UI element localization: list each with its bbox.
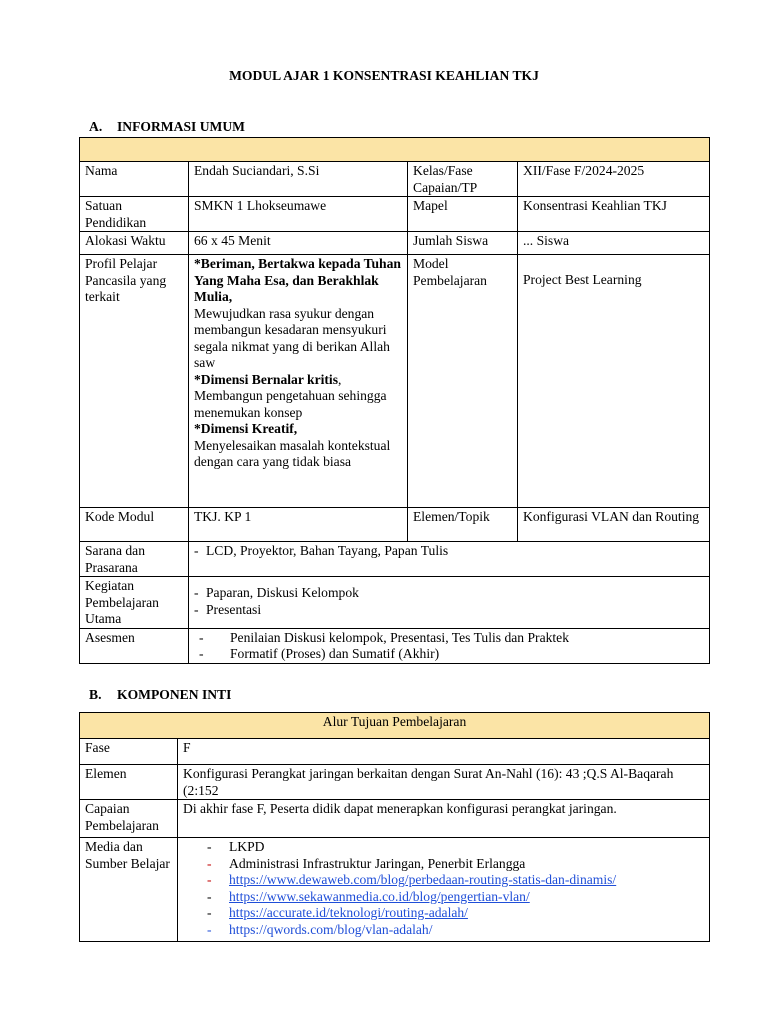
profil-text-3: Menyelesaikan masalah kontekstual dengan cara yang tidak biasa xyxy=(194,437,391,469)
profil-text-1: Mewujudkan rasa syukur dengan membangun kesadaran mensyukuri segala nikmat yang di berikan Allah saw xyxy=(194,305,390,370)
elemen-value: Konfigurasi Perangkat jaringan berkaitan dengan Surat An-Nahl (16): 43 ;Q.S Al-Baqarah (2:152 xyxy=(178,765,710,800)
kegiatan-item: - Presentasi xyxy=(194,602,704,619)
media-link-dewaweb[interactable]: https://www.dewaweb.com/blog/perbedaan-routing-statis-dan-dinamis/ xyxy=(229,872,617,887)
kelas-label: Kelas/Fase Capaian/TP xyxy=(408,162,518,197)
table-row xyxy=(80,197,710,232)
profil-bold-1: *Beriman, Bertakwa kepada Tuhan xyxy=(194,256,401,271)
alokasi-label: Alokasi Waktu xyxy=(80,232,189,255)
table-row xyxy=(80,800,710,838)
asesmen-item: - Formatif (Proses) dan Sumatif (Akhir) xyxy=(194,646,704,663)
fase-value: F xyxy=(178,739,710,765)
section-b-heading xyxy=(89,687,231,703)
section-b-label: KOMPONEN INTI xyxy=(117,687,232,702)
section-a-letter: A. xyxy=(89,119,103,134)
table-row xyxy=(80,739,710,765)
asesmen-label: Asesmen xyxy=(80,628,189,663)
table-row xyxy=(80,577,710,629)
list-item: - https://accurate.id/teknologi/routing-adalah/ xyxy=(207,905,468,920)
mapel-value: Konsentrasi Keahlian TKJ xyxy=(518,197,710,232)
inti-table xyxy=(79,712,710,942)
elemen-label: Elemen xyxy=(80,765,178,800)
media-link-accurate[interactable]: https://accurate.id/teknologi/routing-adalah/ xyxy=(229,905,468,920)
list-item: - https://www.dewaweb.com/blog/perbedaan-routing-statis-dan-dinamis/ xyxy=(207,872,617,887)
table-row xyxy=(80,508,710,542)
elemen-topik-value: Konfigurasi VLAN dan Routing xyxy=(518,508,710,542)
profil-value xyxy=(189,255,408,508)
info-table xyxy=(79,137,710,664)
profil-label: Profil Pelajar Pancasila yang terkait xyxy=(80,255,189,508)
profil-bold-2: Yang Maha Esa, dan Berakhlak Mulia, xyxy=(194,272,379,304)
profil-bold-3: *Dimensi Bernalar kritis xyxy=(194,371,338,387)
profil-bold-4: *Dimensi Kreatif, xyxy=(194,421,298,436)
model-value: Project Best Learning xyxy=(518,255,710,508)
sarana-label: Sarana dan Prasarana xyxy=(80,542,189,577)
table-row xyxy=(80,162,710,197)
media-link-sekawanmedia[interactable]: https://www.sekawanmedia.co.id/blog/pengertian-vlan/ xyxy=(229,888,530,904)
kegiatan-item: - Paparan, Diskusi Kelompok xyxy=(194,585,704,602)
media-link-qwords[interactable]: https://qwords.com/blog/vlan-adalah/ xyxy=(229,921,433,937)
kode-value: TKJ. KP 1 xyxy=(189,508,408,542)
jumlah-label: Jumlah Siswa xyxy=(408,232,518,255)
document-title: MODUL AJAR 1 KONSENTRASI KEAHLIAN TKJ xyxy=(229,68,539,83)
list-item: - LKPD xyxy=(207,839,265,854)
elemen-topik-label: Elemen/Topik xyxy=(408,508,518,542)
list-item: - https://qwords.com/blog/vlan-adalah/ xyxy=(207,921,433,937)
kode-label: Kode Modul xyxy=(80,508,189,542)
table-row xyxy=(80,232,710,255)
fase-label: Fase xyxy=(80,739,178,765)
satuan-value: SMKN 1 Lhokseumawe xyxy=(189,197,408,232)
satuan-label: Satuan Pendidikan xyxy=(80,197,189,232)
info-header-row xyxy=(80,138,710,162)
jumlah-value: ... Siswa xyxy=(518,232,710,255)
table-row xyxy=(80,838,710,942)
capaian-value: Di akhir fase F, Peserta didik dapat menerapkan konfigurasi perangkat jaringan. xyxy=(178,800,710,838)
table-row xyxy=(80,765,710,800)
media-value xyxy=(178,838,710,942)
table-row xyxy=(80,542,710,577)
alokasi-value: 66 x 45 Menit xyxy=(189,232,408,255)
media-label: Media dan Sumber Belajar xyxy=(80,838,178,942)
kegiatan-value xyxy=(189,577,710,629)
section-b-letter: B. xyxy=(89,687,102,702)
table-row xyxy=(80,255,710,508)
sarana-item: - LCD, Proyektor, Bahan Tayang, Papan Tulis xyxy=(194,543,704,560)
section-a-heading xyxy=(89,119,245,135)
profil-comma: , xyxy=(338,371,342,387)
media-buku: Administrasi Infrastruktur Jaringan, Penerbit Erlangga xyxy=(229,855,526,871)
section-a-label: INFORMASI UMUM xyxy=(117,119,245,134)
list-item: - https://www.sekawanmedia.co.id/blog/pengertian-vlan/ xyxy=(207,888,530,904)
profil-text-2: Membangun pengetahuan sehingga menemukan konsep xyxy=(194,388,387,420)
asesmen-item: - Penilaian Diskusi kelompok, Presentasi, Tes Tulis dan Praktek xyxy=(194,630,704,647)
capaian-label: Capaian Pembelajaran xyxy=(80,800,178,838)
kelas-value: XII/Fase F/2024-2025 xyxy=(518,162,710,197)
table-row xyxy=(80,628,710,663)
media-lkpd: LKPD xyxy=(229,839,265,854)
kegiatan-label: Kegiatan Pembelajaran Utama xyxy=(80,577,189,629)
list-item: - Administrasi Infrastruktur Jaringan, Penerbit Erlangga xyxy=(207,855,526,871)
info-header-cell xyxy=(80,138,710,162)
asesmen-value xyxy=(189,628,710,663)
mapel-label: Mapel xyxy=(408,197,518,232)
model-label: Model Pembelajaran xyxy=(408,255,518,508)
inti-header-row xyxy=(80,713,710,739)
sarana-value xyxy=(189,542,710,577)
nama-label: Nama xyxy=(80,162,189,197)
nama-value: Endah Suciandari, S.Si xyxy=(189,162,408,197)
inti-header: Alur Tujuan Pembelajaran xyxy=(80,713,710,739)
